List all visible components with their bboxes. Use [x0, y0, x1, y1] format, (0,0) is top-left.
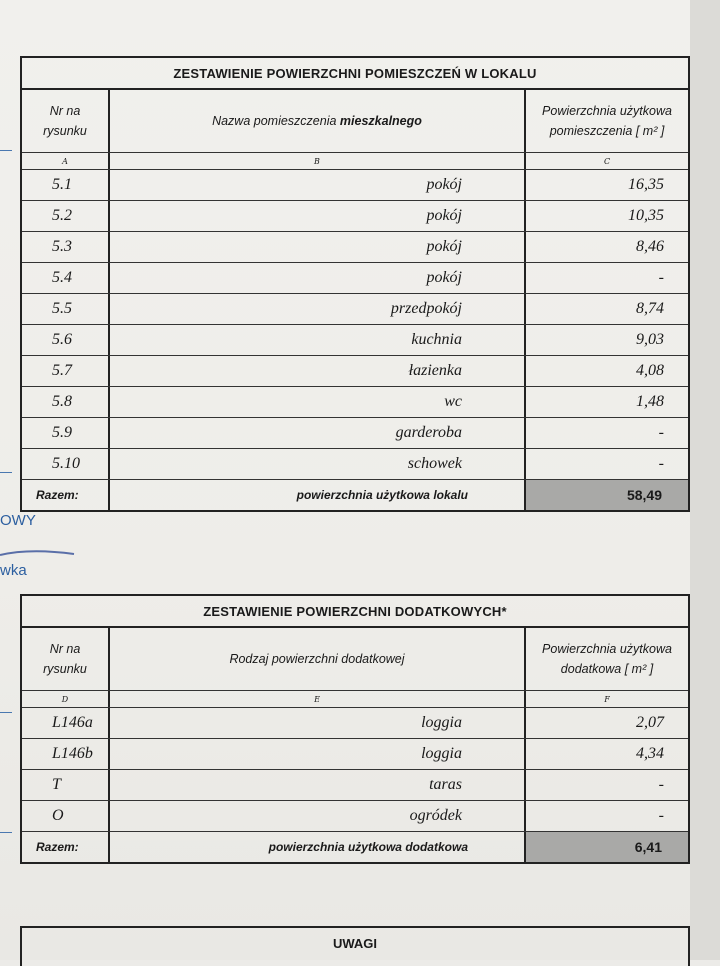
row-number: 5.2	[22, 201, 110, 231]
row-number: 5.3	[22, 232, 110, 262]
left-margin-mark	[0, 832, 12, 833]
total-value: 58,49	[524, 480, 688, 510]
table-row	[22, 201, 688, 232]
col-header-area: Powierzchnia użytkowa pomieszczenia [ m² ]	[542, 104, 672, 138]
row-number: T	[22, 770, 110, 800]
row-name: pokój	[110, 170, 526, 200]
total-label: Razem:	[22, 480, 110, 510]
row-name: taras	[110, 770, 526, 800]
row-area: 4,08	[636, 362, 664, 379]
column-letter: F	[604, 694, 610, 704]
total-value: 6,41	[524, 832, 688, 862]
col-header-type: Rodzaj powierzchni dodatkowej	[110, 628, 526, 690]
row-name: pokój	[110, 201, 526, 231]
row-name: ogródek	[110, 801, 526, 831]
row-area: 9,03	[636, 331, 664, 348]
row-number: 5.7	[22, 356, 110, 386]
left-margin-mark	[0, 712, 12, 713]
row-name: kuchnia	[110, 325, 526, 355]
table-row	[22, 418, 688, 449]
table-row	[22, 449, 688, 480]
table-row	[22, 356, 688, 387]
logo-fragment-top: OWY	[0, 512, 36, 529]
left-margin-mark	[0, 472, 12, 473]
column-letters	[22, 153, 688, 170]
row-area: -	[658, 776, 664, 793]
row-number: L146a	[22, 708, 110, 738]
total-row	[22, 832, 688, 862]
logo-fragment-bottom: wka	[0, 562, 27, 579]
table-row	[22, 232, 688, 263]
row-area: -	[658, 807, 664, 824]
table-row	[22, 770, 688, 801]
room-areas-table	[20, 56, 690, 512]
row-area: -	[658, 269, 664, 286]
column-letters	[22, 691, 688, 708]
table-row	[22, 801, 688, 832]
row-number: O	[22, 801, 110, 831]
row-number: L146b	[22, 739, 110, 769]
remarks-title: UWAGI	[332, 936, 378, 951]
column-letter: D	[22, 691, 110, 707]
row-area: 16,35	[628, 176, 664, 193]
row-area: 2,07	[636, 714, 664, 731]
logo-swoosh	[0, 546, 80, 560]
total-description: powierzchnia użytkowa lokalu	[110, 480, 526, 510]
column-letter: B	[110, 153, 526, 169]
row-area: -	[658, 455, 664, 472]
row-area: 4,34	[636, 745, 664, 762]
row-number: 5.8	[22, 387, 110, 417]
row-number: 5.5	[22, 294, 110, 324]
total-row	[22, 480, 688, 510]
additional-areas-table	[20, 594, 690, 864]
row-name: loggia	[110, 708, 526, 738]
table-row	[22, 708, 688, 739]
row-name: pokój	[110, 263, 526, 293]
table-row	[22, 387, 688, 418]
table-title: ZESTAWIENIE POWIERZCHNI POMIESZCZEŃ W LOKALU	[22, 58, 688, 90]
row-area: 10,35	[628, 207, 664, 224]
col-header-name: Nazwa pomieszczenia mieszkalnego	[110, 90, 526, 152]
row-area: 1,48	[636, 393, 664, 410]
table-title: ZESTAWIENIE POWIERZCHNI DODATKOWYCH*	[22, 596, 688, 628]
column-letter: A	[22, 153, 110, 169]
remarks-section	[20, 926, 690, 966]
row-name: łazienka	[110, 356, 526, 386]
row-name: loggia	[110, 739, 526, 769]
page-edge	[690, 0, 720, 960]
row-name: schowek	[110, 449, 526, 479]
row-number: 5.9	[22, 418, 110, 448]
column-letter: C	[603, 156, 611, 166]
table-header	[22, 628, 688, 691]
table-row	[22, 170, 688, 201]
row-number: 5.1	[22, 170, 110, 200]
total-description: powierzchnia użytkowa dodatkowa	[110, 832, 526, 862]
row-name: wc	[110, 387, 526, 417]
col-header-number: Nr na rysunku	[22, 90, 110, 152]
col-header-area: Powierzchnia użytkowa dodatkowa [ m² ]	[542, 642, 672, 676]
table-row	[22, 325, 688, 356]
row-area: 8,46	[636, 238, 664, 255]
row-number: 5.4	[22, 263, 110, 293]
col-header-number: Nr na rysunku	[22, 628, 110, 690]
row-number: 5.10	[22, 449, 110, 479]
table-row	[22, 263, 688, 294]
row-area: -	[658, 424, 664, 441]
total-label: Razem:	[22, 832, 110, 862]
row-name: pokój	[110, 232, 526, 262]
row-area: 8,74	[636, 300, 664, 317]
column-letter: E	[110, 691, 526, 707]
left-margin-mark	[0, 150, 12, 151]
row-name: garderoba	[110, 418, 526, 448]
row-number: 5.6	[22, 325, 110, 355]
table-header	[22, 90, 688, 153]
table-row	[22, 294, 688, 325]
row-name: przedpokój	[110, 294, 526, 324]
table-row	[22, 739, 688, 770]
